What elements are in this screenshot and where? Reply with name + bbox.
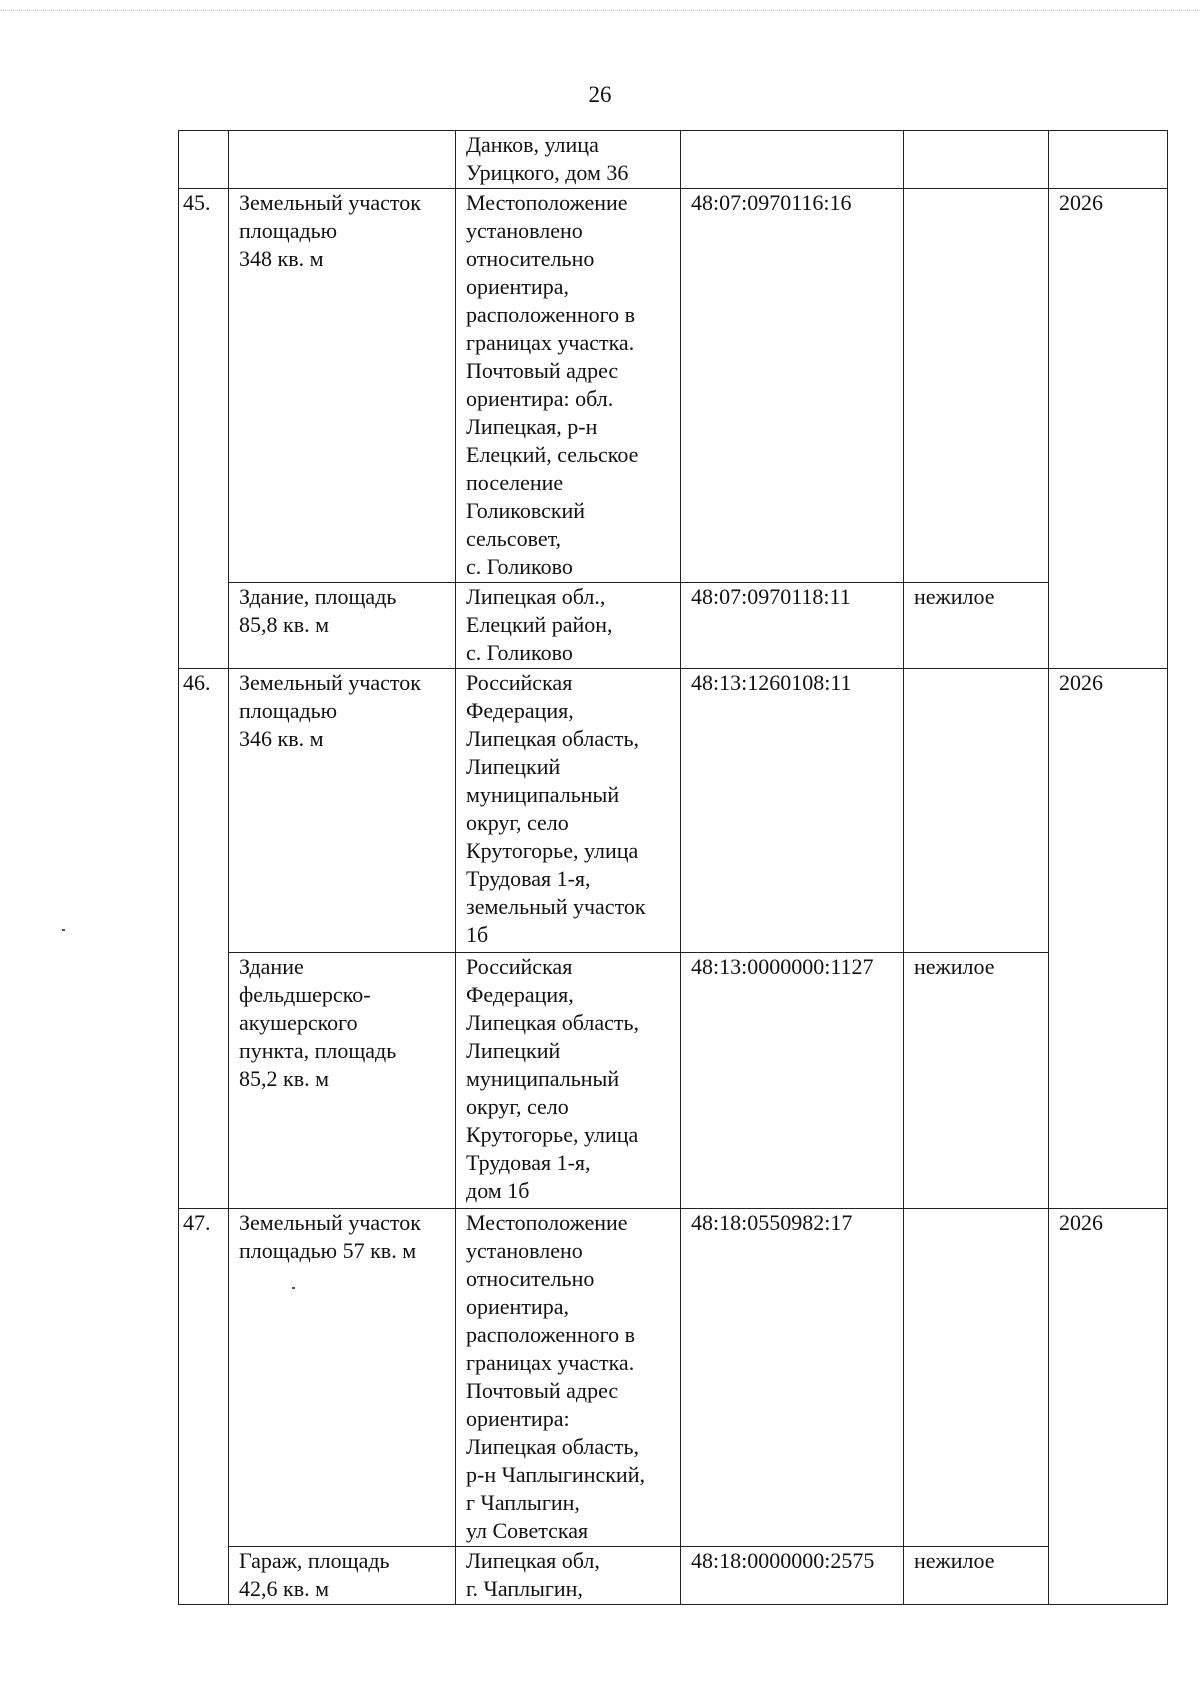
address-cell: Местоположение установлено относительно ориентира, расположенного в границах участка. Почтовый адрес ориентира: Липецкая область, р-н Чаплыгинский, г Чаплыгин, ул Советская (456, 1209, 681, 1547)
cadastral-number-cell (681, 131, 904, 189)
purpose-cell (904, 131, 1049, 189)
table-row (179, 131, 1168, 189)
address-cell: Местоположение установлено относительно ориентира, расположенного в границах участка. Почтовый адрес ориентира: обл. Липецкая, р-н Елецкий, сельское поселение Голиковский сельсовет, с. Голиково (456, 189, 681, 583)
object-name-cell: Здание фельдшерско- акушерского пункта, площадь 85,2 кв. м (229, 953, 456, 1209)
object-name-cell: Здание, площадь 85,8 кв. м (229, 583, 456, 669)
row-number-cell: 47. (179, 1209, 229, 1605)
object-name-cell (229, 131, 456, 189)
address-cell: Липецкая обл., Елецкий район, с. Голиково (456, 583, 681, 669)
year-cell: 2026 (1049, 1209, 1168, 1605)
year-cell (1049, 131, 1168, 189)
table-row (179, 189, 1168, 583)
cadastral-number-cell: 48:13:1260108:11 (681, 669, 904, 953)
table-row (179, 669, 1168, 953)
purpose-cell (904, 669, 1049, 953)
object-name-cell: Земельный участок площадью 348 кв. м (229, 189, 456, 583)
scan-edge-line (0, 10, 1200, 11)
address-cell: Российская Федерация, Липецкая область, Липецкий муниципальный округ, село Крутогорье, улица Трудовая 1-я, земельный участок 1б (456, 669, 681, 953)
object-name-cell: Земельный участок площадью 346 кв. м (229, 669, 456, 953)
row-number-cell (179, 131, 229, 189)
purpose-cell: нежилое (904, 583, 1049, 669)
scan-speck (62, 929, 65, 931)
object-name-cell: Земельный участок площадью 57 кв. м (229, 1209, 456, 1547)
row-number-cell: 45. (179, 189, 229, 669)
cadastral-number-cell: 48:07:0970118:11 (681, 583, 904, 669)
cadastral-number-cell: 48:18:0550982:17 (681, 1209, 904, 1547)
cadastral-number-cell: 48:07:0970116:16 (681, 189, 904, 583)
cadastral-number-cell: 48:18:0000000:2575 (681, 1547, 904, 1605)
year-cell: 2026 (1049, 669, 1168, 1209)
table-row (179, 1547, 1168, 1605)
purpose-cell: нежилое (904, 1547, 1049, 1605)
table-row (179, 1209, 1168, 1547)
purpose-cell: нежилое (904, 953, 1049, 1209)
address-cell: Российская Федерация, Липецкая область, Липецкий муниципальный округ, село Крутогорье, улица Трудовая 1-я, дом 1б (456, 953, 681, 1209)
address-cell: Липецкая обл, г. Чаплыгин, (456, 1547, 681, 1605)
object-name-cell: Гараж, площадь 42,6 кв. м (229, 1547, 456, 1605)
page-number: 26 (588, 82, 612, 107)
purpose-cell (904, 1209, 1049, 1547)
cadastral-number-cell: 48:13:0000000:1127 (681, 953, 904, 1209)
address-cell: Данков, улица Урицкого, дом 36 (456, 131, 681, 189)
table-row (179, 583, 1168, 669)
row-number-cell: 46. (179, 669, 229, 1209)
purpose-cell (904, 189, 1049, 583)
table-row (179, 953, 1168, 1209)
year-cell: 2026 (1049, 189, 1168, 669)
property-table (178, 130, 1168, 1605)
